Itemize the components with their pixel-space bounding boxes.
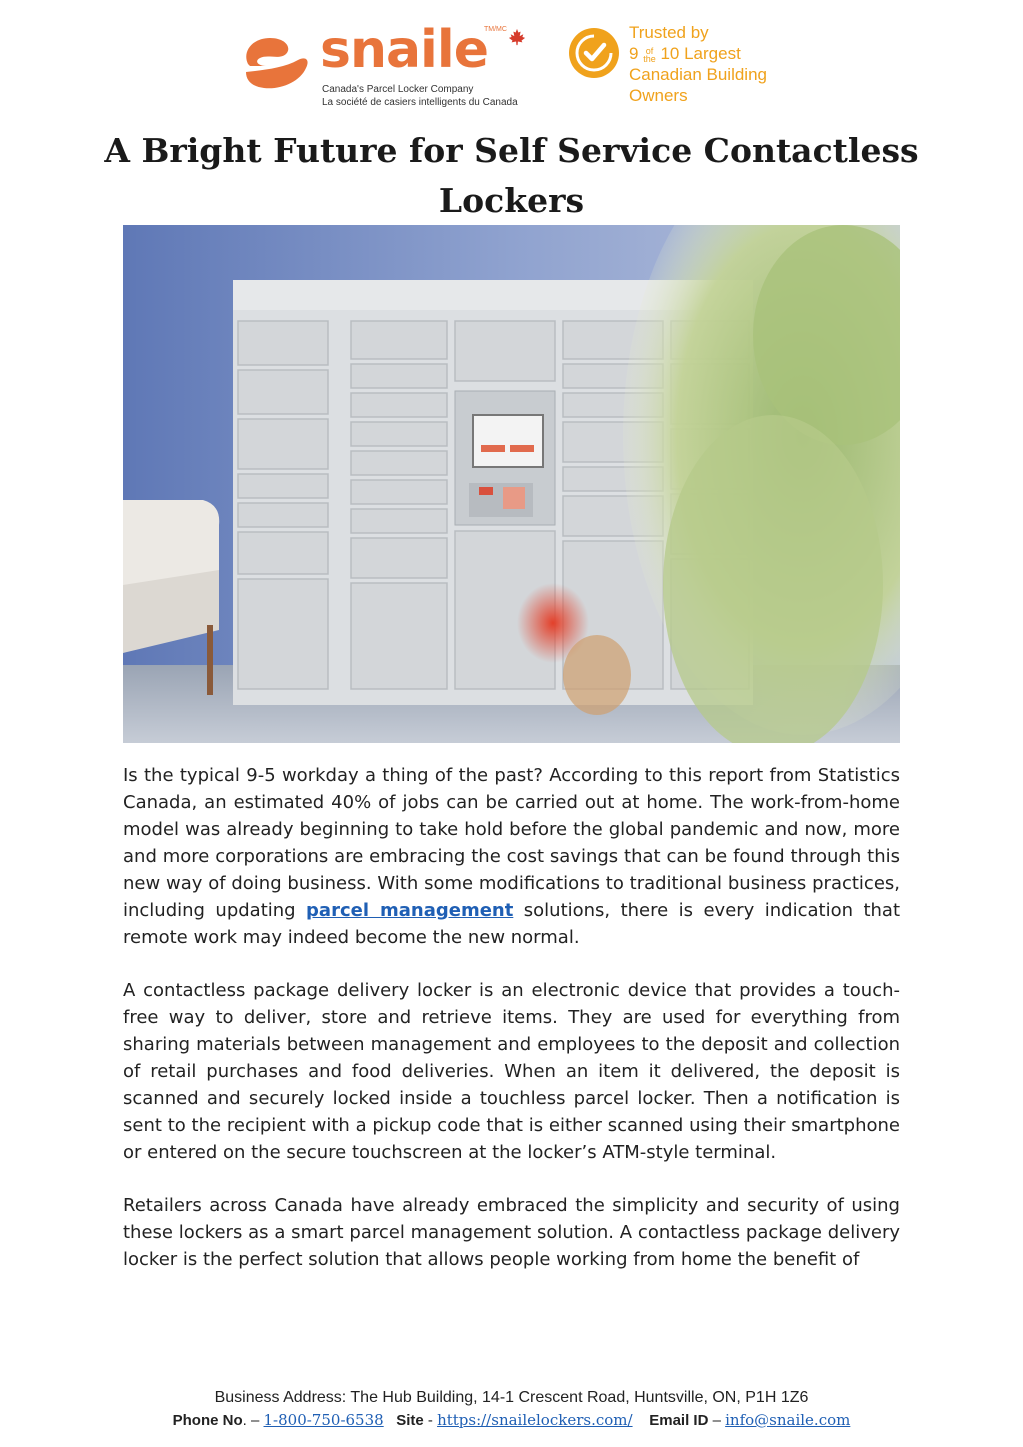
locker-illustration xyxy=(123,225,900,743)
badge-line-4: Owners xyxy=(629,86,688,105)
site-link[interactable]: https://snailelockers.com/ xyxy=(437,1411,633,1429)
page-header xyxy=(0,0,1023,118)
paragraph-2: A contactless package delivery locker is an electronic device that provides a touch-free way to deliver, store and retrieve items. They are used for everything from sharing materials between management and employees to the deposit and collection of retail purchases and food deliveries. When an item it delivered, the deposit is scanned and securely locked inside a touchless parcel locker. Then a notification is sent to the recipient with a pickup code that is either scanned using their smartphone or entered on the secure touchscreen at the locker’s ATM-style terminal. xyxy=(123,980,900,1163)
article-title: A Bright Future for Self Service Contactless Lockers xyxy=(104,131,919,220)
business-address: Business Address: The Hub Building, 14-1 Crescent Road, Huntsville, ON, P1H 1Z6 xyxy=(214,1389,809,1406)
email-link[interactable]: info@snaile.com xyxy=(725,1411,851,1429)
badge-line-1: Trusted by xyxy=(629,23,709,42)
paragraph-1: Is the typical 9-5 workday a thing of the past? According to this report from Statistics Canada, an estimated 40% of jobs can be carried out at home. The work-from-home model was already beginning to take hold before the global pandemic and now, more and more corporations are embracing the cost savings that can be found through this new way of doing business. With some modifications to traditional business practices, including updating parcel management solutions, there is every indication that remote work may indeed become the new normal. xyxy=(123,765,900,948)
site-label: Site xyxy=(396,1412,424,1429)
paragraph-3: Retailers across Canada have already embraced the simplicity and security of using these lockers as a smart parcel management solution. A contactless package delivery locker is the perfect solution that allows people working from home the benefit of xyxy=(123,1195,900,1270)
page-footer xyxy=(0,1387,1023,1432)
phone-label: Phone No xyxy=(172,1412,243,1429)
parcel-locker-photo xyxy=(123,225,900,743)
snaile-logo[interactable] xyxy=(240,22,540,114)
trust-badge xyxy=(567,22,797,114)
contact-line: Phone No. – 1-800-750-6538 Site - https://snailelockers.com/ Email ID – info@snaile.com xyxy=(172,1411,851,1429)
phone-link[interactable]: 1-800-750-6538 xyxy=(263,1411,384,1429)
checkmark-seal-icon xyxy=(567,26,621,80)
maple-leaf-icon xyxy=(508,28,526,46)
email-label: Email ID xyxy=(649,1412,709,1429)
badge-line-2: 9 of the 10 Largest xyxy=(629,44,741,64)
badge-line-3: Canadian Building xyxy=(629,65,767,84)
tagline-english: Canada's Parcel Locker Company xyxy=(322,84,474,95)
trademark-mark: TM/MC xyxy=(484,26,507,33)
snail-icon xyxy=(240,30,312,94)
trust-badge-text xyxy=(629,22,767,106)
tagline-french: La société de casiers intelligents du Canada xyxy=(322,97,518,108)
parcel-management-link[interactable]: parcel management xyxy=(306,900,514,921)
brand-wordmark: snaile xyxy=(320,20,488,80)
article-body xyxy=(123,762,900,1299)
